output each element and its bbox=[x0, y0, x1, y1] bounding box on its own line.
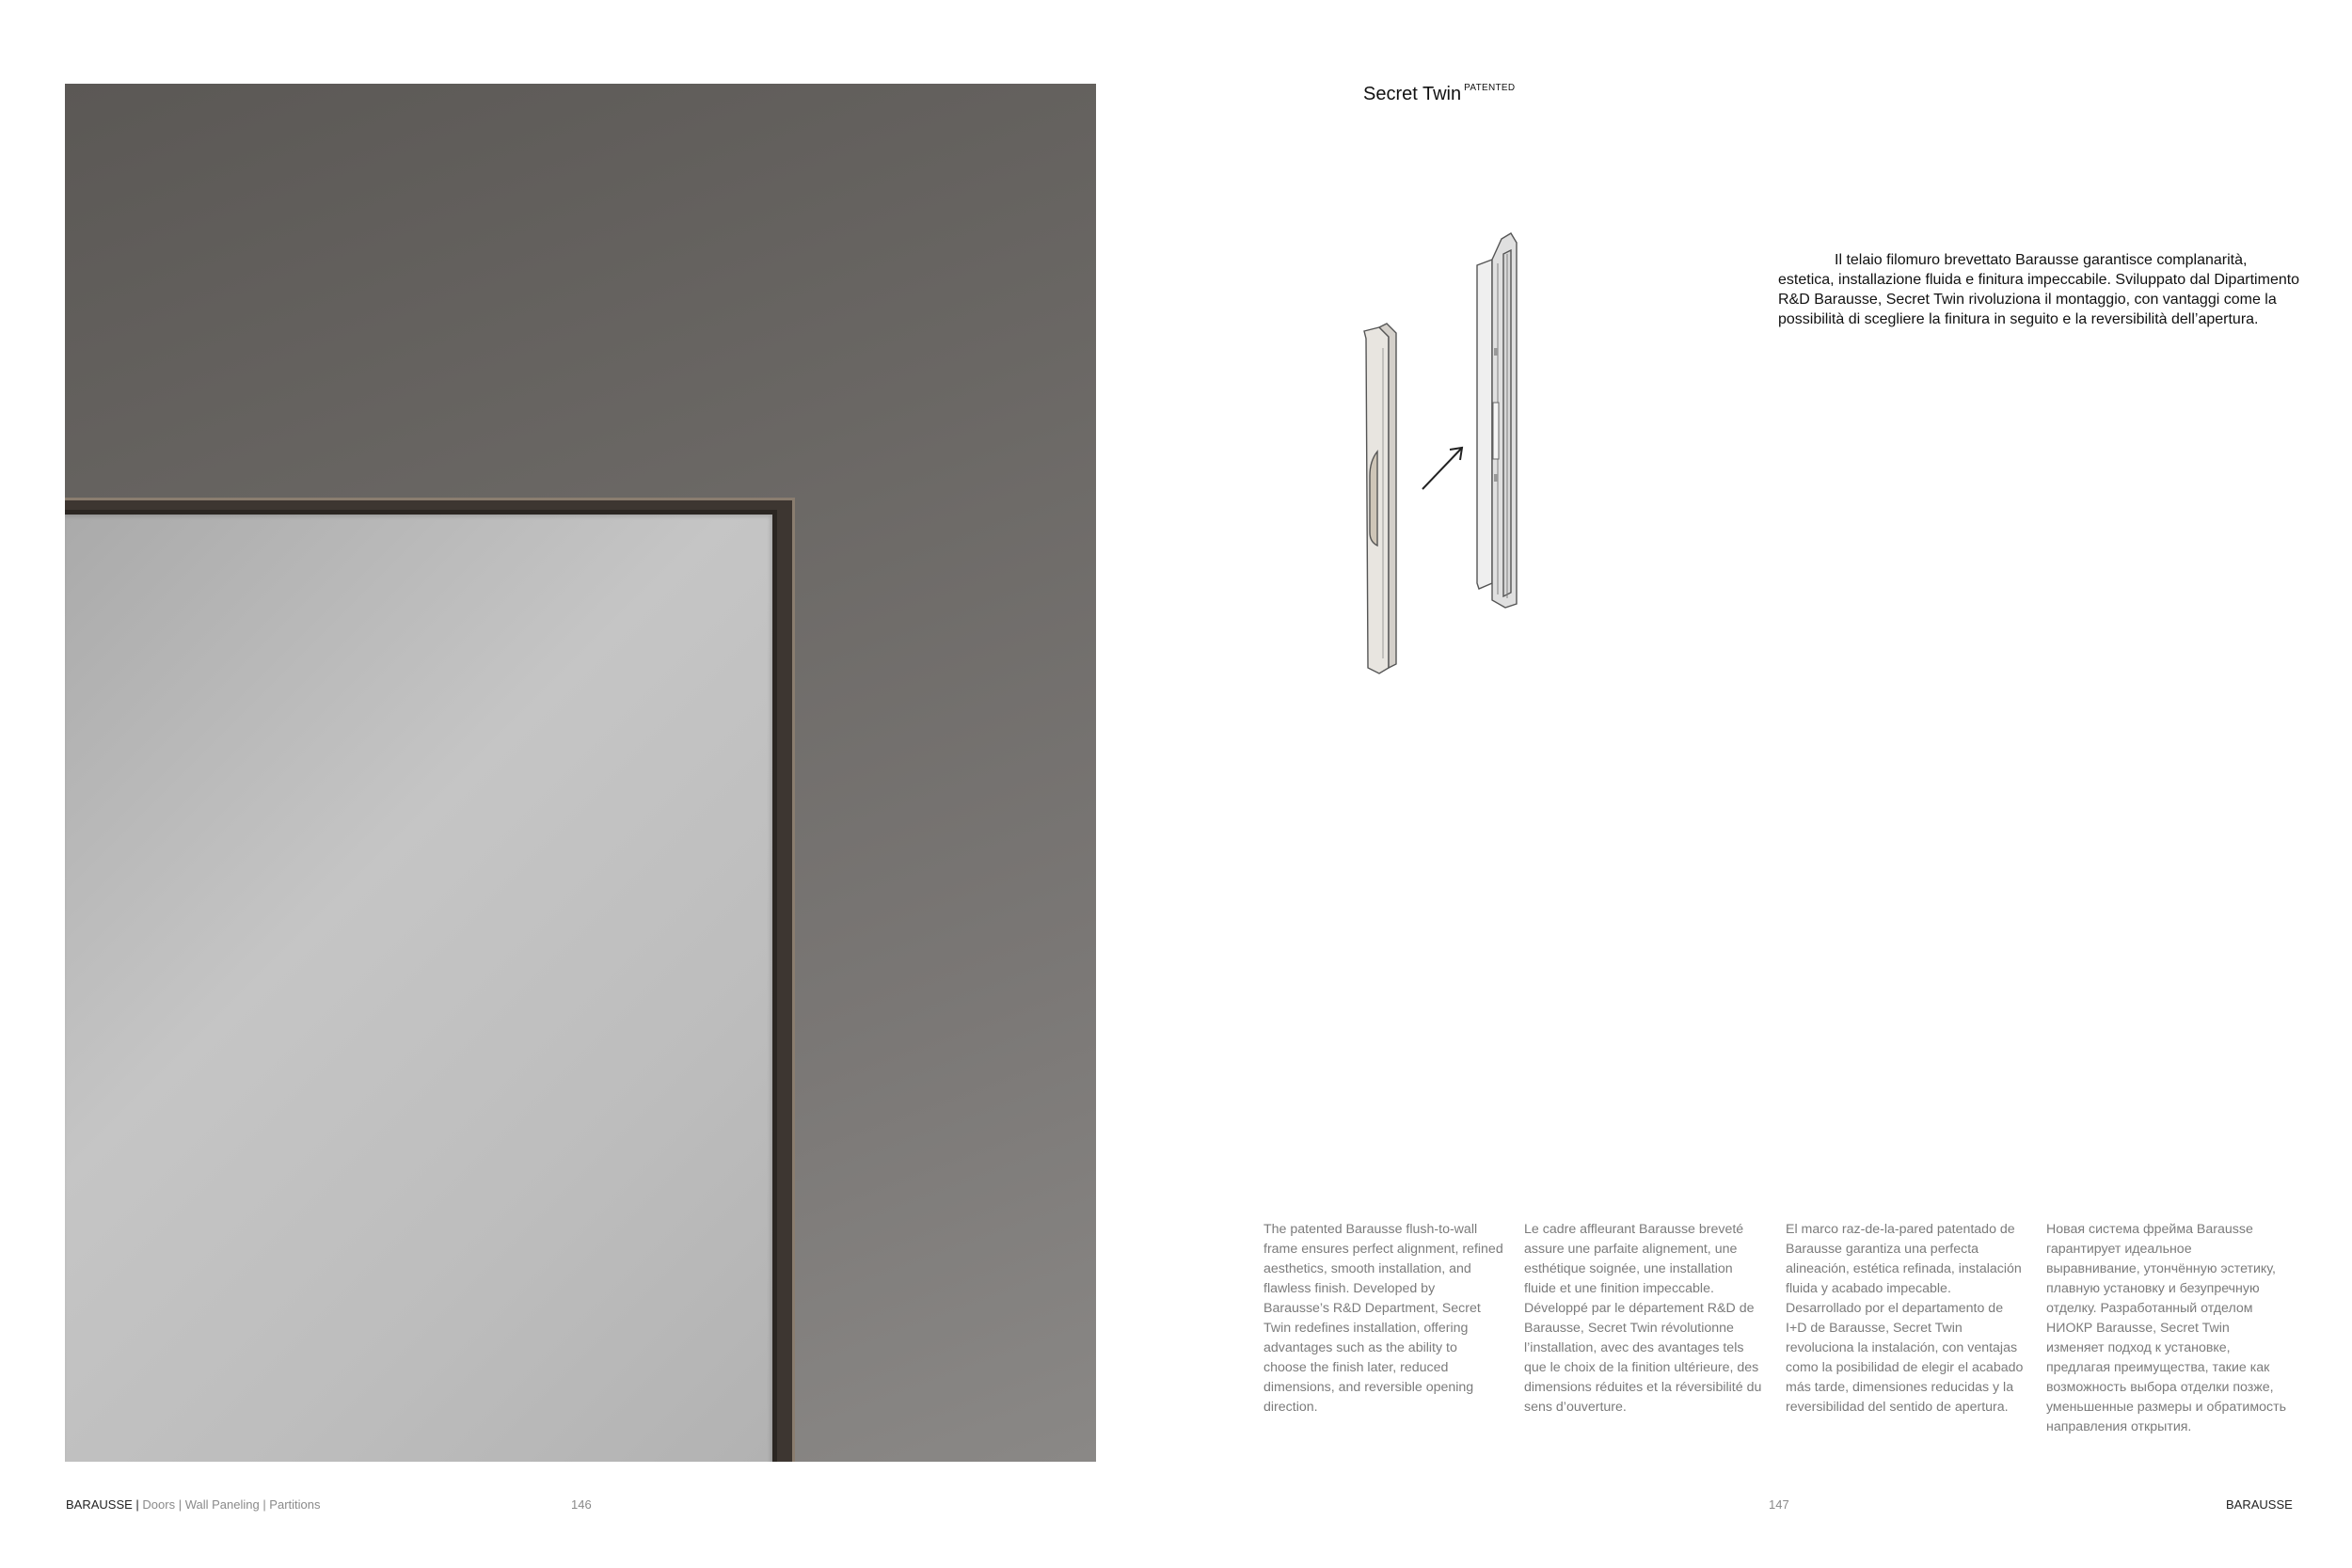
product-title bbox=[1363, 83, 1515, 105]
description-ru: Новая система фрейма Barausse гарантирует идеальное выравнивание, утончённую эстетику, плавную установку и безупречную отделку. Разработанный отделом НИОКР Barausse, Secret Twin изменяет подход к установке, предлагая преимущества, такие как возможность выбора отделки позже, уменьшенные размеры и обратимость направления открытия. bbox=[2046, 1222, 2286, 1435]
footer-brand-right: BARAUSSE bbox=[2226, 1497, 2293, 1512]
footer-separator: | bbox=[132, 1497, 143, 1512]
footer-brand: BARAUSSE bbox=[66, 1497, 133, 1512]
product-name: Secret Twin bbox=[1363, 84, 1462, 104]
page-number-left: 146 bbox=[571, 1497, 592, 1512]
assembly-arrow-icon bbox=[1422, 448, 1462, 489]
description-es: El marco raz-de-la-pared patentado de Barausse garantiza una perfecta alineación, estética refinada, instalación fluida y acabado impecable. Desarrollado por el departamento de I+D de Barausse, Secret Twin revoluciona la instalación, con ventajas como la posibilidad de elegir el acabado más tarde, dimensiones reducidas y la reversibilidad del sentido de apertura. bbox=[1786, 1222, 2024, 1416]
patented-label: PATENTED bbox=[1464, 83, 1516, 93]
page-number-right: 147 bbox=[1769, 1497, 1789, 1512]
cover-profile-illustration bbox=[1364, 324, 1396, 673]
intro-paragraph-it: Il telaio filomuro brevettato Barausse garantisce complanarità, estetica, installazione fluida e finitura impeccabile. Sviluppato dal Dipartimento R&D Barausse, Secret Twin rivoluziona il montaggio, con vantaggi come la possibilità di scegliere la finitura in seguito e la reversibilità dell’apertura. bbox=[1778, 252, 2300, 327]
door-panel bbox=[65, 515, 772, 1462]
frame-profile-diagram bbox=[1355, 226, 1581, 677]
frame-extrusion-illustration bbox=[1477, 233, 1517, 608]
footer-categories: Doors | Wall Paneling | Partitions bbox=[142, 1497, 321, 1512]
footer-left bbox=[66, 1497, 321, 1512]
description-en: The patented Barausse flush-to-wall frame ensures perfect alignment, refined aesthetics, smooth installation, and flawless finish. Developed by Barausse’s R&D Department, Secret Twin redefines installation, offering advantages such as the ability to choose the finish later, reduced dimensions, and reversible opening direction. bbox=[1263, 1222, 1503, 1416]
description-fr: Le cadre affleurant Barausse breveté assure une parfaite alignement, une esthétique soignée, une installation fluide et une finition impeccable. Développé par le département R&D de Barausse, Secret Twin révolutionne l’installation, avec des avantages tels que le choix de la finition ultérieure, des dimensions réduites et la réversibilité du sens d’ouverture. bbox=[1524, 1222, 1762, 1416]
door-frame-photo bbox=[65, 84, 1096, 1462]
